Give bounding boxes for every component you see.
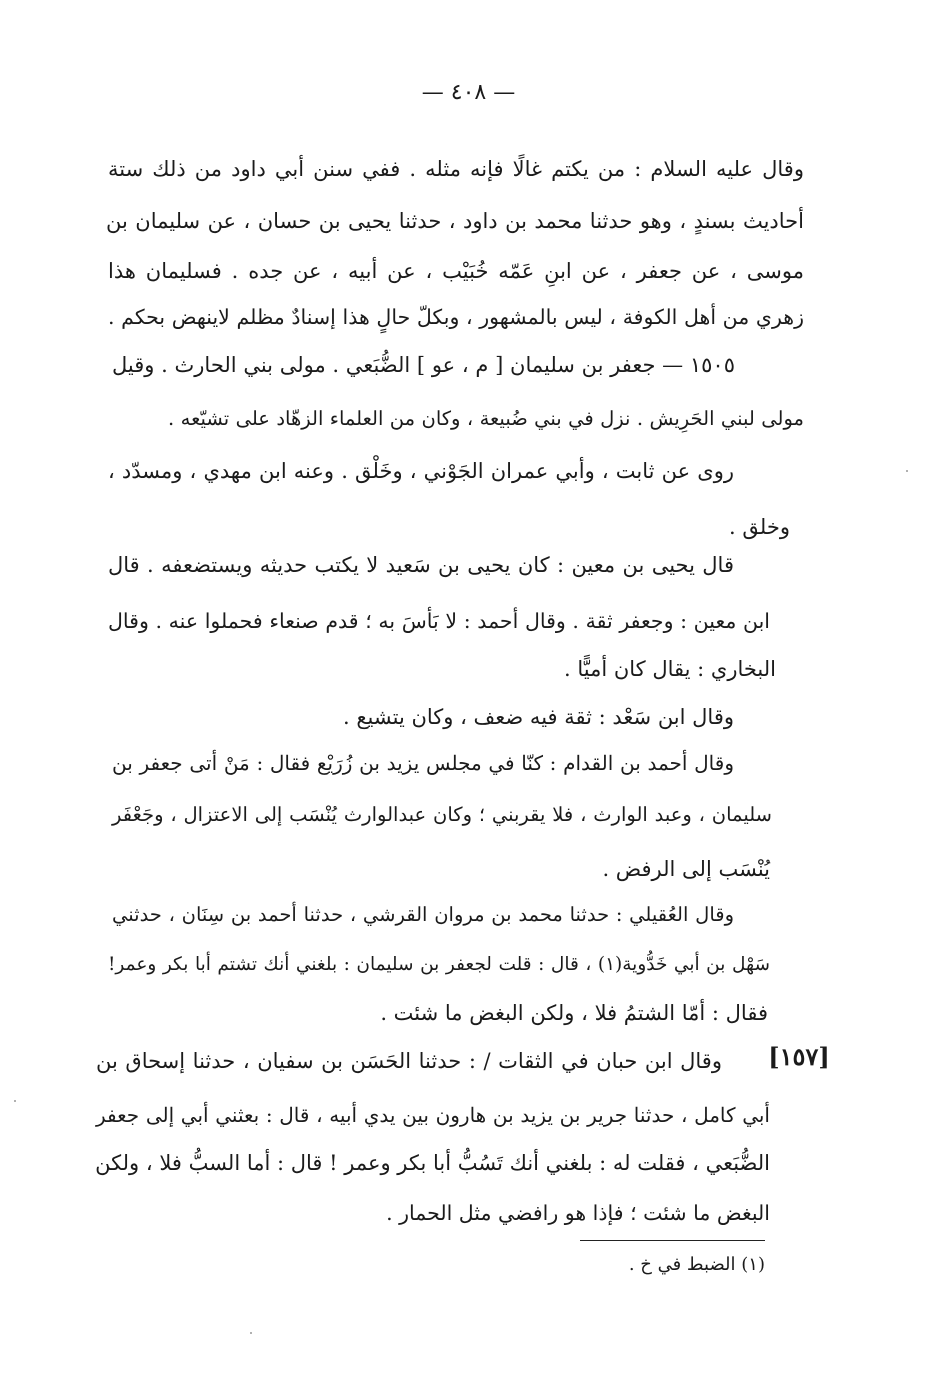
text-line-6: مولى لبني الحَرِيش . نزل في بني ضُبيعة ، وكان من العلماء الزهّاد على تشيّعه .: [168, 407, 804, 430]
scan-speck: [14, 1100, 16, 1102]
text-line-19: وقال ابن حبان في الثقات / : حدثنا الحَسَن بن سفيان ، حدثنا إسحاق بن: [96, 1049, 722, 1073]
text-line-15: يُنْسَب إلى الرفض .: [602, 857, 770, 881]
text-line-2: أحاديث بسندٍ ، وهو حدثنا محمد بن داود ، حدثنا يحيى بن حسان ، عن سليمان بن: [106, 209, 804, 233]
text-line-3: موسى ، عن جعفر ، عن ابنِ عَمّه خُبَيْب ، عن أبيه ، عن جده . فسليمان هذا: [108, 259, 804, 283]
text-line-5: ١٥٠٥ — جعفر بن سليمان [ م ، عو ] الضُّبَعي . مولى بني الحارث . وقيل: [112, 353, 735, 377]
text-line-4: زهري من أهل الكوفة ، ليس بالمشهور ، وبكلّ حالٍ هذا إسنادٌ مظلم لاينهض بحكم .: [108, 305, 804, 329]
text-line-12: وقال ابن سَعْد : ثقة فيه ضعف ، وكان يتشيع .: [343, 705, 734, 729]
text-line-18: فقال : أمّا الشتمُ فلا ، ولكن البغض ما شئت .: [380, 1001, 768, 1025]
text-line-11: البخاري : يقال كان أميًّا .: [564, 657, 776, 681]
text-line-14: سليمان ، وعبد الوارث ، فلا يقربني ؛ وكان عبدالوارث يُنْسَب إلى الاعتزال ، وجَعْفَر: [112, 803, 772, 826]
scan-speck: [250, 1332, 252, 1334]
footnote: (١) الضبط في خ .: [628, 1254, 765, 1275]
text-line-8: وخلق .: [729, 515, 790, 539]
text-line-7: روى عن ثابت ، وأبي عمران الجَوْني ، وخَلْق . وعنه ابن مهدي ، ومسدّد ،: [108, 459, 734, 483]
text-line-20: أبي كامل ، حدثنا جرير بن يزيد بن هارون بين يدي أبيه ، قال : بعثني أبي إلى جعفر: [96, 1103, 770, 1127]
text-line-10: ابن معين : وجعفر ثقة . وقال أحمد : لا بَأسَ به ؛ قدم صنعاء فحملوا عنه . وقال: [108, 609, 770, 633]
scan-speck: [906, 470, 908, 472]
text-line-22: البغض ما شئت ؛ فإذا هو رافضي مثل الحمار .: [386, 1201, 770, 1225]
page-number: — ٤٠٨ —: [421, 80, 516, 105]
text-line-17: سَهْل بن أبي خَدُّوية(١) ، قال : قلت لجعفر بن سليمان : بلغني أنك تشتم أبا بكر وعمر!: [108, 954, 770, 975]
footnote-rule: [580, 1240, 765, 1241]
margin-page-marker: [١٥٧]: [768, 1042, 830, 1071]
text-line-21: الضُّبَعي ، فقلت له : بلغني أنك تَسُبُّ أبا بكر وعمر ! قال : أما السبُّ فلا ، ولكن: [95, 1151, 770, 1175]
text-line-16: وقال العُقيلي : حدثنا محمد بن مروان القرشي ، حدثنا أحمد بن سِنَان ، حدثني: [112, 903, 734, 926]
text-line-1: وقال عليه السلام : من يكتم غالًا فإنه مثله . ففي سنن أبي داود من ذلك ستة: [108, 157, 804, 181]
text-line-9: قال يحيى بن معين : كان يحيى بن سَعيد لا يكتب حديثه ويستضعفه . قال: [108, 553, 734, 577]
text-line-13: وقال أحمد بن القدام : كنّا في مجلس يزيد بن زُرَيْع فقال : مَنْ أتى جعفر بن: [112, 751, 734, 775]
